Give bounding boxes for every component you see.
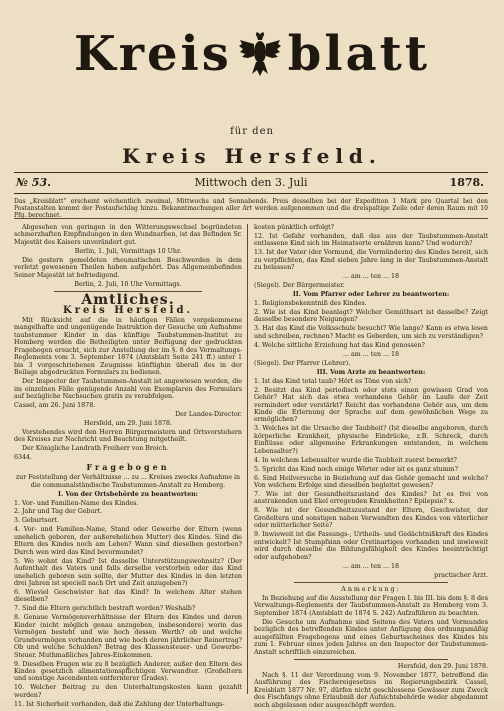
signature: Der Königliche Landrath Freiherr von Broich. [22,445,169,453]
article-dateline: Hersfeld, den 29. Juni 1878. [397,663,488,671]
question-item: kosten pünktlich erfolgt? [254,224,335,231]
issue-number: № 53. [16,176,51,189]
question-item: 2. Jahr und Tag der Geburt. [14,508,103,516]
section-heading-amtliches: Amtliches. [81,292,175,309]
question-item: 7. Wie ist der Gesundheitszustand des Kindes? Ist es frei von anstrakenden und Ekel erregenden Krankheiten? Epilepsie? x. [254,491,488,506]
document-number: 6344. [14,454,33,462]
section-title: II. Vom Pfarrer oder Lehrer zu beantworten: [292,291,450,299]
signature-line: ... am ... ten ... 18 [342,350,400,358]
question-item: 6. Wieviel Geschwister hat das Kind? In welchem Alter stehen dieselben? [14,588,242,604]
article-text: Vorstehendes wird den Herren Bürgermeistern und Ortsvorstehern des Kreises zur Nachricht und Beachtung mitgetheilt. [14,428,242,444]
question-item: 6. Sind Heilversuche in Beziehung auf das Gehör gemacht und welche? Von welchem Erfolge sind dieselben begleitet gewesen? [254,474,488,490]
telegram-dateline: Berlin, 2. Juli, 10 Uhr Vormittags. [74,280,182,288]
question-item: 8. Genaue Vermögensverhältnisse der Eltern des Kindes und deren Kinder (nicht möglich genau anzugeben, insbesondere) worin das Vermögen besteht und wie hoch dessen Werth? ob und welche Grundvermögen vorhanden und wie hoch deren jährlicher Reinertrag? Ob und welche Schulden? Betrag des Klassensteuer- und Gewerbe-Steuer. Muthmaßliches Jahres-Einkommen. [14,614,242,659]
signature-line: ... am ... ten ... 18 [342,562,400,570]
section-divider [294,659,448,660]
article-text: Der Inspector der Taubstummen-Anstalt ist angewiesen worden, die im einzelnen Fälle genügende Anzahl von Exemplaren des Formulars auf bezügliche Nachsuchen gratis zu verabfolgen. [14,378,242,401]
question-item: 3. Hat das Kind die Volksschule besucht? Wie lange? Kann es etwa lesen und schreiben, rechnen? Macht es Geberden, um sich zu verständigen? [254,325,488,340]
note-text: Die Gesuche um Aufnahme sind Seitens des Vaters und Vormundes bezüglich des betreffenden Kindes unter Anfügung des ordnungsmäßig ausgefüllten Fragebogens und eines Geburtsscheines des Kindes bis zum 1. Februar eines jeden Jahres an den Inspector der Taubstummen-Anstalt schriftlich einzureichen. [254,618,488,656]
article-text: Mit Rücksicht auf die in häufigen Fällen vorgekommene mangelhafte und ungenügende Instruktion der Gesuche um Aufnahme taubstummer Kinder in das künftige Taubstummen-Institut zu Homberg werden die Betheiligten unter Beifügung der gedruckten Fragebogen ersucht, sich zur Anstellung der im §. 8 des Vermaltungs-Reglements vom 3. September 1874 (Amtsblatt Seite 241 ff.) unter 1 bis 3 vorgeschriebenen Zeugnisse künftighin überall des in der Beilage abgedruckten Formulars zu bedienen. [14,317,242,377]
column-divider [247,224,248,694]
fragebogen-intro: zur Feststellung der Verhältnisse ... zu ... Kreises zwecks Aufnahme in die communalständische Taubstummen-Anstalt zu Homberg. [15,474,241,489]
question-item: 4. In welchem Lebensalter wurde die Taubheit zuerst bemerkt? [254,456,457,464]
question-item: 2. Wie ist das Kind beanlagt? Welcher Gemüthsart ist dasselbe? Zeigt dasselbe besondere Neigungen? [254,309,488,324]
publication-notice: Das „Kreisblatt“ erscheint wöchentlich zweimal, Mittwochs und Sonnabends. Preis desselben bei der Expedition 1 Mark pro Quartal bei den Postanstalten kommt der Postaufschlag hinzu. Bekanntmachungen aller Art werden aufgenommen und die dreispaltige Zeile oder deren Raum mit 10 Pfg. berechnet. [14,198,488,220]
fragebogen-heading: Fragebogen [86,461,170,472]
question-item: 12. Ist Gefahr vorhanden, daß das aus der Taubstummen-Anstalt entlassene Kind sich im Heimatsorte ernähren kann? Und wodurch? [254,232,488,248]
left-column [14,224,242,710]
question-item: 2. Besitzt das Kind periodisch oder stets einen gewissen Grad von Gehör? Hat sich das etwa vorhandene Gehör im Laufe der Zeit vermindert oder verstärkt? Reicht das vorhandene Gehör aus, um dem Kinde die Erlernung der Sprache auf dem gewöhnlichen Wege zu ermöglichen? [254,386,488,424]
subtitle-kreis: Kreis Hersfeld. [122,144,382,168]
telegram-text: Abgesehen von geringen in den Witterungswechsel begründeten schmerzhaften Empfindungen in den Wundnarben, ist das Befinden Sr. Majestät des Kaisers unverändert gut. [14,224,242,246]
section-divider [294,582,448,583]
question-item: 13. Ist der Vater (der Vormund, die Vormünderin) des Kindes bereit, sich zu verpflichten, das Kind sieben Jahre lang in der Taubstummen-Anstalt zu belassen? [254,249,488,272]
question-item: 11. Ist Sicherheit vorhanden, daß die Zahlung der Unterhaltungs- [14,700,225,708]
question-item: 10. Welcher Beitrag zu den Unterhaltungskosten kann gezahlt werden? [14,684,242,699]
subtitle-fuer: für den [230,126,274,137]
issue-year: 1878. [449,176,484,189]
masthead-title [0,26,504,82]
question-item: 1. Religionsbekenntniß des Kindes. [254,300,367,308]
question-item: 1. Ist das Kind total taub? Hört es Töne von sich? [254,377,412,385]
note-heading: Anmerkung: [341,585,401,593]
question-item: 3. Welches ist die Ursache der Taubheit? (Ist dieselbe angeboren, durch körperliche Krankheit, physische Eindrücke, z.B. Schreck, durch Einflüsse oder allgemeine Erkrankungen entstanden, in welchem Lebensalter?) [254,425,488,455]
title-blatt: blatt [287,26,431,82]
question-item: 4. Vor- und Familien-Name, Stand oder Gewerbe der Eltern (wenn unehelich geboren, der außerehelichen Mutter) des Kindes. Sind die Eltern des Kindes noch am Leben? Wann sind dieselben gestorben? Durch wen wird das Kind bevormundet? [14,526,242,556]
article-dateline: Hersfeld, am 29. Juni 1878. [84,419,172,427]
header-divider [14,218,488,219]
telegram-text: Die gestern gemeldeten rheumatischen Beschwerden in dem verletzt gewesenen Theilen haben aufgehört. Das Allgemeinbefinden Seiner Majestät ist befriedigend. [14,256,242,279]
question-item: 3. Geburtsort. [14,517,59,525]
district-heading: Kreis Hersfeld. [63,304,193,316]
question-item: 9. Inwieweit ist die Fassungs-, Urtheils- und Gedächtnißkraft des Kindes entwickelt? Ist Stumpfsinn oder Cretinartiges vorhanden und inwieweit wird durch dieselbe die Bildungsfähigkeit des Kindes beeinträchtigt oder aufgehoben? [254,531,488,561]
article-dateline: Cassel, am 26. Juni 1878. [14,402,96,410]
question-item: 9. Dieselben Fragen wie zu 8 bezüglich Anderer, außer den Eltern des Kindes gesetzlich alimentationspflichtigen Verwandter. (Großeltern und sonstige Ascendenten entfernterer Grades). [14,660,242,683]
question-item: 4. Welche sittliche Erziehung hat das Kind genossen? [254,341,425,349]
signature: practischer Arzt. [434,571,488,579]
telegram-dateline: Berlin, 1. Juli, Vormittags 10 Uhr. [74,247,182,255]
masthead [0,14,504,168]
title-kreis: Kreis [73,26,232,82]
question-item: 8. Wie ist der Gesundheitszustand der Eltern, Geschwister, der Großeltern und sonstigen nahen Verwandten des Kindes von väterlicher oder mütterlicher Seite? [254,507,488,530]
issue-bar [14,172,488,194]
question-item: 7. Sind die Eltern gerichtlich bestraft worden? Weshalb? [14,605,196,613]
question-item: 5. Spricht das Kind noch einige Wörter oder ist es ganz stumm? [254,465,459,473]
section-title: III. Vom Arzte zu beantworten: [316,368,426,376]
question-item: 1. Vor- und Familien-Name des Kindes. [14,499,139,507]
signature: Der Landes-Director. [175,410,242,418]
issue-date: Mittwoch den 3. Juli [194,176,308,189]
note-text: In Beziehung auf die Ausstellung der Fragen I. bis III. bis dem §. 8 des Verwaltungs-Reglements der Taubstummen-Anstalt zu Homberg vom 3. September 1874 (Amtsblatt de 1874 S. 242) Aufzuführen zu beachten. [254,594,488,617]
signature-line: ... am ... ten ... 18 [342,273,400,281]
section-title: I. Von der Ortsbehörde zu beantworten: [58,490,198,498]
signature: (Siegel). Der Pfarrer (Lehrer). [254,359,351,367]
right-column [254,224,488,711]
question-item: 5. Wo wohnt das Kind? Ist dasselbe Unterstützungswohnsitz? (Der Aufenthalt des Vaters und falls derselbe verstorben oder das Kind unehelich geboren sein sollte, der Mutter des Kindes in den letzten drei Jahren ist speciell nach Ort und Zeit anzugeben?) [14,557,242,588]
article-text: Nach §. 11 der Verordnung vom 9. November 1877, betreffend die Ausführung des Fischereigesetzes im Regierungsbezirk Cassel, Kreisblatt 1877 Nr. 97, dürfen nicht geschlossene Gewässer zum Zweck des Fischfangs ohne Erlaubniß der Aufsichtsbehörde weder abgedammt noch abgelassen oder ausgeschöpft werden. [254,672,488,709]
eagle-emblem-icon [238,30,282,78]
signature: (Siegel). Der Bürgermeister. [254,282,345,290]
